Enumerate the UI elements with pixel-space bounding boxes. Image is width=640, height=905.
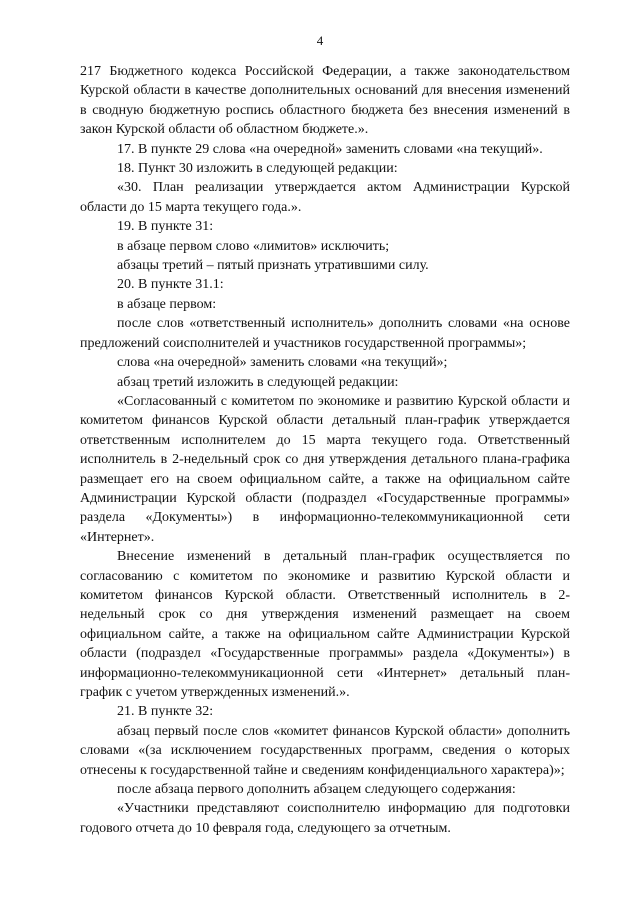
paragraph: слова «на очередной» заменить словами «на текущий»; [117,355,448,371]
paragraph: 19. В пункте 31: [117,219,214,235]
paragraph: «30. План реализации утверждается актом Администрации Курской области до 15 марта текущего года.». [80,180,570,215]
paragraph: в абзаце первом: [117,296,217,312]
paragraph: после абзаца первого дополнить абзацем следующего содержания: [117,782,516,798]
paragraph: после слов «ответственный исполнитель» дополнить словами «на основе предложений соисполнителей и участников государственной программы»; [80,316,570,351]
page-number: 4 [316,33,324,48]
paragraph: Внесение изменений в детальный план-график осуществляется по согласованию с комитетом по экономике и развитию Курской области и комитетом финансов Курской области. Ответственный исполнитель в 2-недельный срок со дня утверждения изменений размещает на своем официальном сайте, а также на официальном сайте Администрации Курской области (подраздел «Государственные программы» раздела «Документы») в информационно-телекоммуникационной сети «Интернет» детальный план-график с учетом утвержденных изменений.». [80,549,570,700]
paragraph: 17. В пункте 29 слова «на очередной» заменить словами «на текущий». [117,141,543,157]
document-body [80,62,570,838]
paragraph: 217 Бюджетного кодекса Российской Федерации, а также законодательством Курской области в качестве дополнительных оснований для внесения изменений в сводную бюджетную роспись областного бюджета без внесения изменений в закон Курской области об областном бюджете.». [80,64,570,138]
paragraph: абзац третий изложить в следующей редакции: [117,374,399,390]
paragraph: 18. Пункт 30 изложить в следующей редакции: [117,161,398,177]
paragraph: 20. В пункте 31.1: [117,277,224,293]
paragraph: «Участники представляют соисполнителю информацию для подготовки годового отчета до 10 февраля года, следующего за отчетным. [80,801,570,836]
paragraph: в абзаце первом слово «лимитов» исключить; [117,238,390,254]
paragraph: абзацы третий – пятый признать утратившими силу. [117,258,429,274]
paragraph: абзац первый после слов «комитет финансов Курской области» дополнить словами «(за исключением государственных программ, сведения о которых отнесены к государственной тайне и сведениям конфиденциального характера)»; [80,723,570,778]
paragraph: «Согласованный с комитетом по экономике и развитию Курской области и комитетом финансов Курской области детальный план-график утверждается ответственным исполнителем до 15 марта текущего года. Ответственный исполнитель в 2-недельный срок со дня утверждения детального плана-графика размещает его на своем официальном сайте, а также на официальном сайте Администрации Курской области (подраздел «Государственные программы» раздела «Документы») в информационно-телекоммуникационной сети «Интернет». [80,393,570,545]
paragraph: 21. В пункте 32: [117,704,214,720]
